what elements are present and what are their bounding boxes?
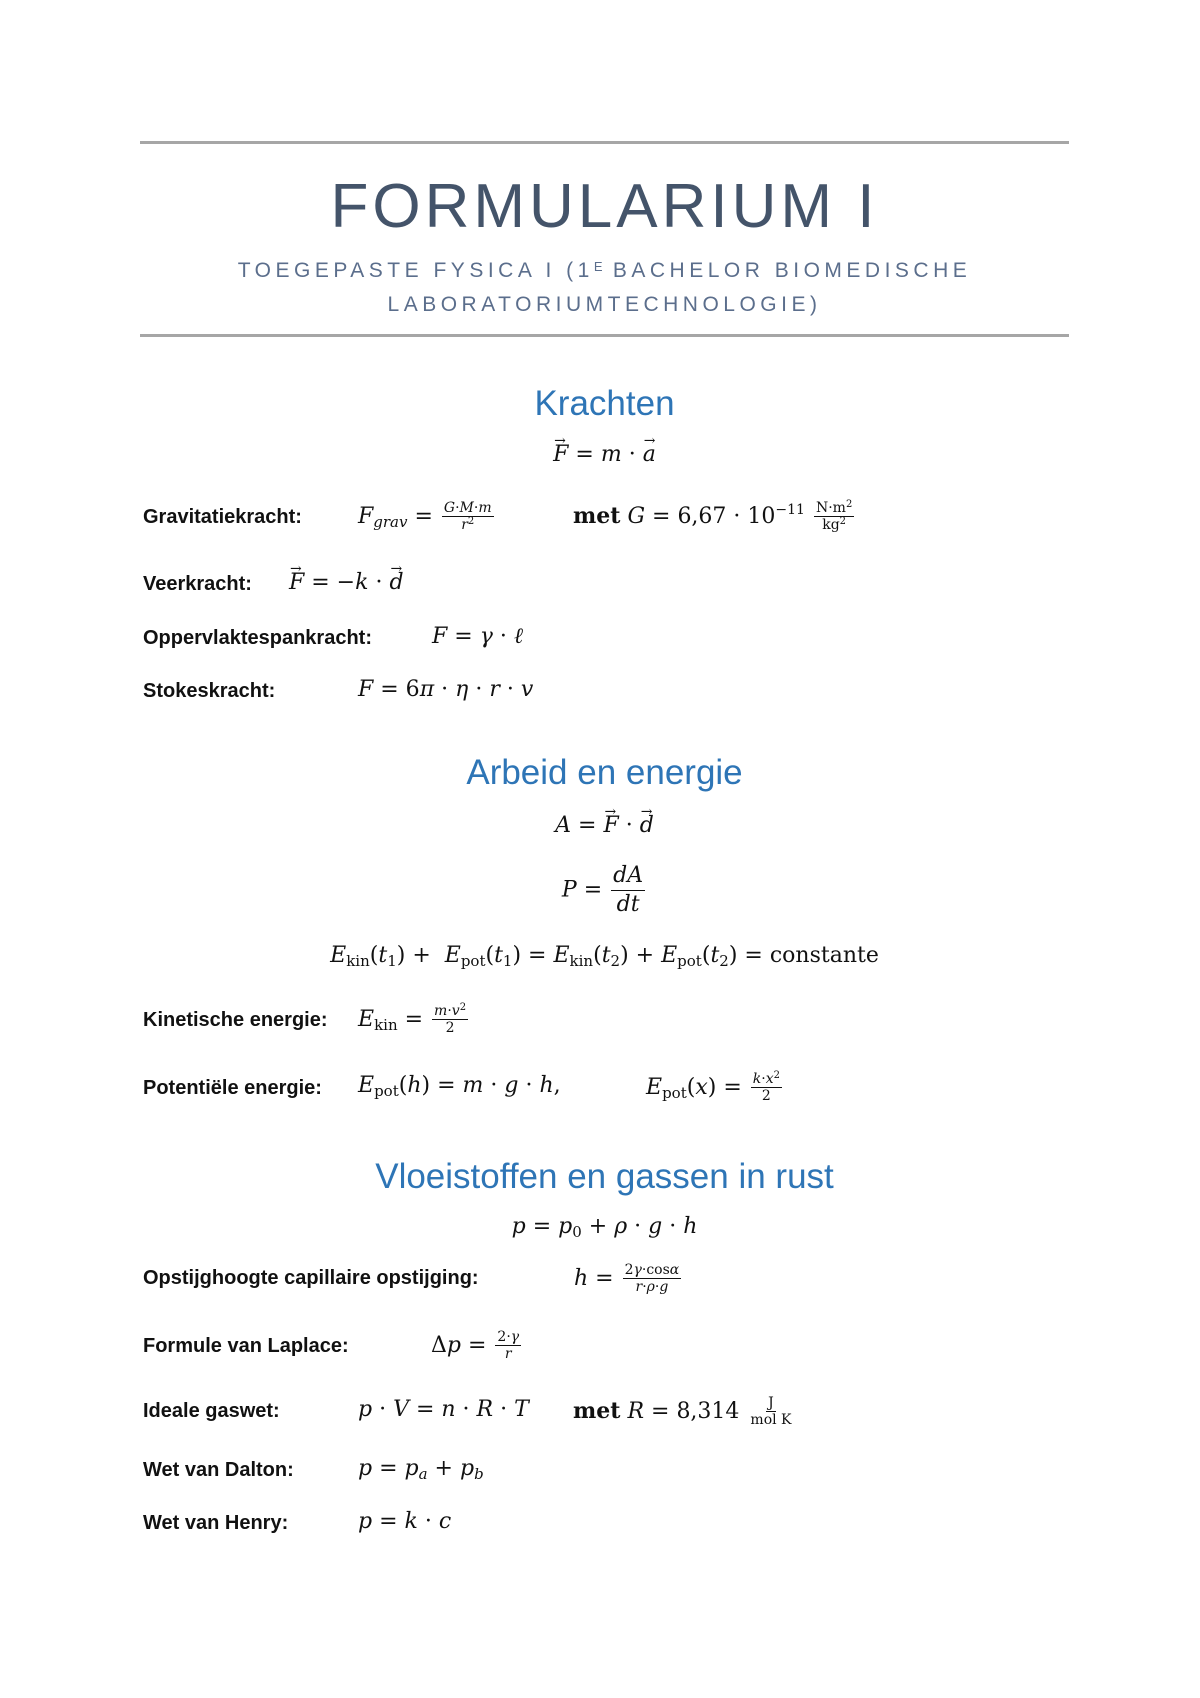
subtitle-part-2: BACHELOR BIOMEDISCHE xyxy=(602,259,972,282)
formula-hydrostatic: $p = p_0 + \rho \cdot g \cdot h$ xyxy=(511,1214,698,1241)
label-stokeskracht: Stokeskracht: xyxy=(143,680,276,702)
page-subtitle xyxy=(140,254,1069,322)
formula-dalton: $p = p_a + p_b$ xyxy=(358,1456,484,1483)
formula-power: P = $\frac{dA}{dt}$ xyxy=(561,863,644,917)
subtitle-part-1: TOEGEPASTE FYSICA I (1 xyxy=(237,259,594,282)
formula-energy-conservation: $E_{kin}(t_1) + E_{pot}(t_1) = E_{kin}(t_2) + E_{pot}(t_2)$ = constante xyxy=(330,943,879,970)
formula-henry: p = k · c xyxy=(358,1509,452,1534)
formula-gravitational-constant: met $G = 6,67 \cdot 10^{-11}$ $\frac{N\cdot m^2}{kg^2}$ xyxy=(573,499,853,533)
label-gravitatiekracht: Gravitatiekracht: xyxy=(143,506,302,528)
formula-surface-tension: F = γ · ℓ xyxy=(432,624,523,649)
R-unit-denominator: mol K xyxy=(750,1412,792,1428)
formula-newton: → F = m · → a xyxy=(140,440,1069,470)
constante-text: constante xyxy=(769,943,879,968)
formula-potential-energy-gravity: $E_{pot}(h) = m \cdot g \cdot h$, xyxy=(358,1073,561,1100)
subtitle-superscript: E xyxy=(593,259,603,274)
label-kinetische-energie: Kinetische energie: xyxy=(143,1009,328,1031)
R-unit-numerator: J xyxy=(768,1395,774,1411)
formula-stokes: F = 6π · η · r · v xyxy=(358,677,534,702)
label-ideale-gaswet: Ideale gaswet: xyxy=(143,1400,280,1422)
formula-spring: → F = −k · → d xyxy=(289,568,404,598)
label-dalton: Wet van Dalton: xyxy=(143,1459,294,1481)
R-value: 8,314 xyxy=(676,1399,740,1424)
section-heading-arbeid: Arbeid en energie xyxy=(466,753,743,792)
label-henry: Wet van Henry: xyxy=(143,1512,289,1534)
formula-gravitation: $F_{grav}$ = $\frac{G\cdot M\cdot m}{r^2}$ xyxy=(358,500,492,533)
label-opstijghoogte: Opstijghoogte capillaire opstijging: xyxy=(143,1267,479,1289)
label-potentiele-energie: Potentiële energie: xyxy=(143,1077,322,1099)
met-label-G: met xyxy=(573,503,621,529)
label-laplace: Formule van Laplace: xyxy=(143,1335,349,1357)
formula-laplace: Δp = $\frac{2\cdot\gamma}{r}$ xyxy=(431,1329,520,1362)
top-rule xyxy=(140,141,1069,144)
bottom-rule xyxy=(140,334,1069,337)
formula-ideal-gas: p · V = n · R · T xyxy=(358,1397,529,1422)
formula-potential-energy-spring: $E_{pot}(x)$ = $\frac{k\cdot x^2}{2}$ xyxy=(646,1070,780,1104)
subtitle-line-2: LABORATORIUMTECHNOLOGIE) xyxy=(387,293,822,316)
label-oppervlaktespankracht: Oppervlaktespankracht: xyxy=(143,627,372,649)
section-heading-krachten: Krachten xyxy=(534,384,675,423)
page-title: FORMULARIUM I xyxy=(330,172,879,241)
section-heading-vloeistoffen: Vloeistoffen en gassen in rust xyxy=(375,1157,834,1196)
formula-work: A = → F · → d xyxy=(140,811,1069,841)
met-label-R: met xyxy=(573,1398,621,1424)
G-exponent: −11 xyxy=(775,502,805,518)
formula-gas-constant: met R = 8,314 $\frac{J}{\text{mol K}}$ xyxy=(573,1395,792,1428)
formula-capillary-rise: h = $\frac{2\gamma\cdot\cos\alpha}{r\cdot\rho\cdot g}$ xyxy=(574,1262,680,1295)
G-value: 6,67 xyxy=(677,504,727,529)
formula-kinetic-energy: $E_{kin}$ = $\frac{m\cdot v^2}{2}$ xyxy=(358,1002,467,1036)
label-veerkracht: Veerkracht: xyxy=(143,573,252,595)
